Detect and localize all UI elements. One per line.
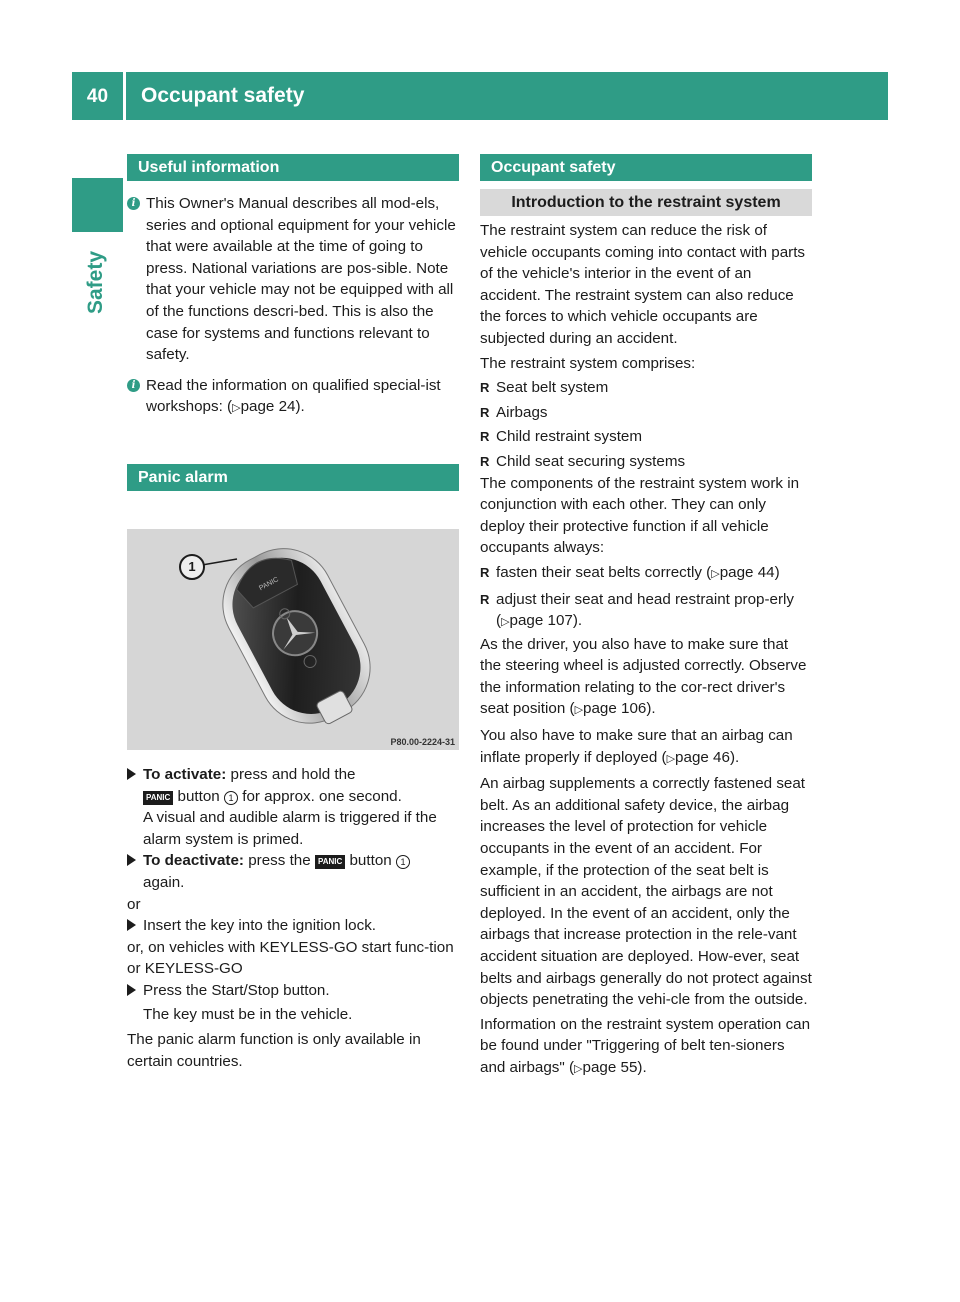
- driver-page-link[interactable]: page 106).: [583, 700, 656, 718]
- side-tab: [72, 178, 123, 232]
- activate-text-3: for approx. one second.: [242, 787, 402, 805]
- press-start-text: Press the Start/Stop button.: [143, 981, 330, 999]
- component-label: Airbags: [496, 403, 548, 421]
- section-heading-occupant-safety: Occupant safety: [480, 154, 812, 181]
- page-ref-arrow-icon: ▷: [666, 752, 676, 765]
- component-item: [480, 377, 812, 399]
- or-2: or, on vehicles with KEYLESS-GO start func-tion or KEYLESS-GO: [127, 938, 454, 978]
- page-header-title: Occupant safety: [141, 84, 305, 107]
- step-arrow-icon: [127, 854, 136, 866]
- callout-1-icon: 1: [396, 855, 410, 869]
- activate-text-1: press and hold the: [230, 765, 356, 783]
- right-column: [480, 154, 812, 1081]
- subsection-heading-restraint-system: Introduction to the restraint system: [480, 189, 812, 216]
- airbag-inflate-paragraph: [480, 725, 812, 770]
- driver-paragraph: [480, 634, 812, 722]
- page-ref-arrow-icon: ▷: [574, 704, 584, 717]
- step-arrow-icon: [127, 768, 136, 780]
- section-heading-useful-information: Useful information: [127, 154, 459, 181]
- operation-info-paragraph: [480, 1014, 812, 1081]
- operation-info-page-link[interactable]: page 55).: [582, 1058, 647, 1076]
- requirement-1-text: fasten their seat belts correctly (: [496, 563, 712, 581]
- key-fob-illustration: [127, 529, 459, 750]
- deactivate-text-3: again.: [143, 873, 185, 891]
- header-divider: [123, 72, 126, 120]
- airbag-supplement-paragraph: An airbag supplements a correctly fastened seat belt. As an additional safety device, the airbag increases the level of protection for vehicle occupants in the event of an accident. For example, if the protection of the seat belt is sufficient in an accident, the airbags are not deployed. In the event of an accident, only the airbags that increase protection in the rele-vant accident situation are deployed. How-ever, seat belts and airbags generally do not protect against objects penetrating the vehi-cle from the outside.: [480, 775, 812, 1009]
- requirement-2-text: adjust their seat and head restraint prop-erly (: [496, 590, 795, 630]
- callout-1-icon: 1: [224, 791, 238, 805]
- step-press-start: [127, 980, 459, 1002]
- operation-info-text: Information on the restraint system operation can be found under "Triggering of belt ten-sioners and airbags" (: [480, 1015, 811, 1076]
- panic-button-icon: PANIC: [143, 791, 173, 805]
- step-insert-key: [127, 915, 459, 937]
- comprises-paragraph: The restraint system comprises:: [480, 354, 696, 372]
- component-item: [480, 402, 812, 424]
- page-ref-arrow-icon: ▷: [711, 567, 720, 580]
- left-column: [127, 154, 459, 1072]
- bullet-icon: R: [480, 380, 490, 396]
- airbag-inflate-text: You also have to make sure that an airbag can inflate properly if deployed (: [480, 727, 793, 766]
- side-tab-label-wrap: [84, 240, 114, 314]
- deactivate-label: To deactivate:: [143, 852, 244, 870]
- component-label: Seat belt system: [496, 379, 609, 397]
- activate-label: To activate:: [143, 765, 227, 783]
- side-tab-label: Safety: [84, 250, 107, 314]
- activate-text-2: button: [177, 787, 220, 805]
- bullet-icon: R: [480, 404, 490, 420]
- requirement-2-page-link[interactable]: page 107).: [509, 612, 583, 630]
- info-note-1-text: This Owner's Manual describes all mod-els, series and optional equipment for your vehicle that were available at the time of going to press. National variations are pos-sible. Note that your vehicle may not be equipped with all of the functions descri-bed. This is also the case for systems and functions relevant to safety.: [146, 195, 456, 364]
- bullet-icon: R: [480, 591, 490, 607]
- callout-1: 1: [179, 554, 205, 580]
- info-note-1: [127, 193, 459, 366]
- airbag-inflate-page-link[interactable]: page 46).: [675, 748, 740, 766]
- step-arrow-icon: [127, 919, 136, 931]
- info-note-2-page-link[interactable]: page 24).: [240, 398, 305, 416]
- requirement-item-seat-adjust: [480, 589, 812, 634]
- info-note-2-text: Read the information on qualified special-ist workshops: (: [146, 376, 441, 416]
- driver-text: As the driver, you also have to make sure that the steering wheel is adjusted correctly. Observe the information relating to the cor-rect driver's seat position (: [480, 635, 807, 718]
- bullet-icon: R: [480, 453, 490, 469]
- activate-result: A visual and audible alarm is triggered if the alarm system is primed.: [143, 809, 437, 848]
- info-icon: i: [127, 197, 140, 210]
- key-in-vehicle-note: The key must be in the vehicle.: [143, 1006, 353, 1024]
- section-heading-panic-alarm: Panic alarm: [127, 464, 459, 491]
- components-paragraph: The components of the restraint system work in conjunction with each other. They can only deploy their protective function if all vehicle occupants always:: [480, 474, 800, 557]
- svg-text:PANIC: PANIC: [258, 576, 280, 593]
- figure-reference: P80.00-2224-31: [390, 736, 455, 747]
- deactivate-text-2: button: [349, 852, 392, 870]
- component-item: [480, 426, 812, 448]
- bullet-icon: R: [480, 564, 490, 580]
- deactivate-text-1: press the: [248, 852, 311, 870]
- intro-paragraph: The restraint system can reduce the risk of vehicle occupants coming into contact with parts of the vehicle's interior in the event of an accident. The restraint system can also reduce the forces to which vehicle occupants are subjected during an accident.: [480, 222, 806, 347]
- page-ref-arrow-icon: ▷: [501, 616, 510, 629]
- step-activate: [127, 764, 459, 850]
- component-label: Child seat securing systems: [496, 452, 686, 470]
- step-arrow-icon: [127, 984, 136, 996]
- component-label: Child restraint system: [496, 428, 643, 446]
- info-note-2: [127, 375, 459, 420]
- page-number: 40: [86, 86, 109, 107]
- availability-note: The panic alarm function is only available in certain countries.: [127, 1031, 421, 1070]
- requirement-1-page-link[interactable]: page 44): [719, 563, 780, 581]
- insert-key-text: Insert the key into the ignition lock.: [143, 917, 377, 935]
- info-icon: i: [127, 379, 140, 392]
- page-ref-arrow-icon: ▷: [574, 1062, 583, 1075]
- requirement-item-seat-belts: [480, 562, 812, 586]
- bullet-icon: R: [480, 429, 490, 445]
- or-1: or: [127, 895, 141, 913]
- component-item: [480, 451, 812, 473]
- step-deactivate: [127, 850, 459, 893]
- key-fob-figure: [127, 529, 459, 750]
- panic-button-icon: PANIC: [315, 855, 345, 869]
- page-ref-arrow-icon: ▷: [232, 402, 241, 415]
